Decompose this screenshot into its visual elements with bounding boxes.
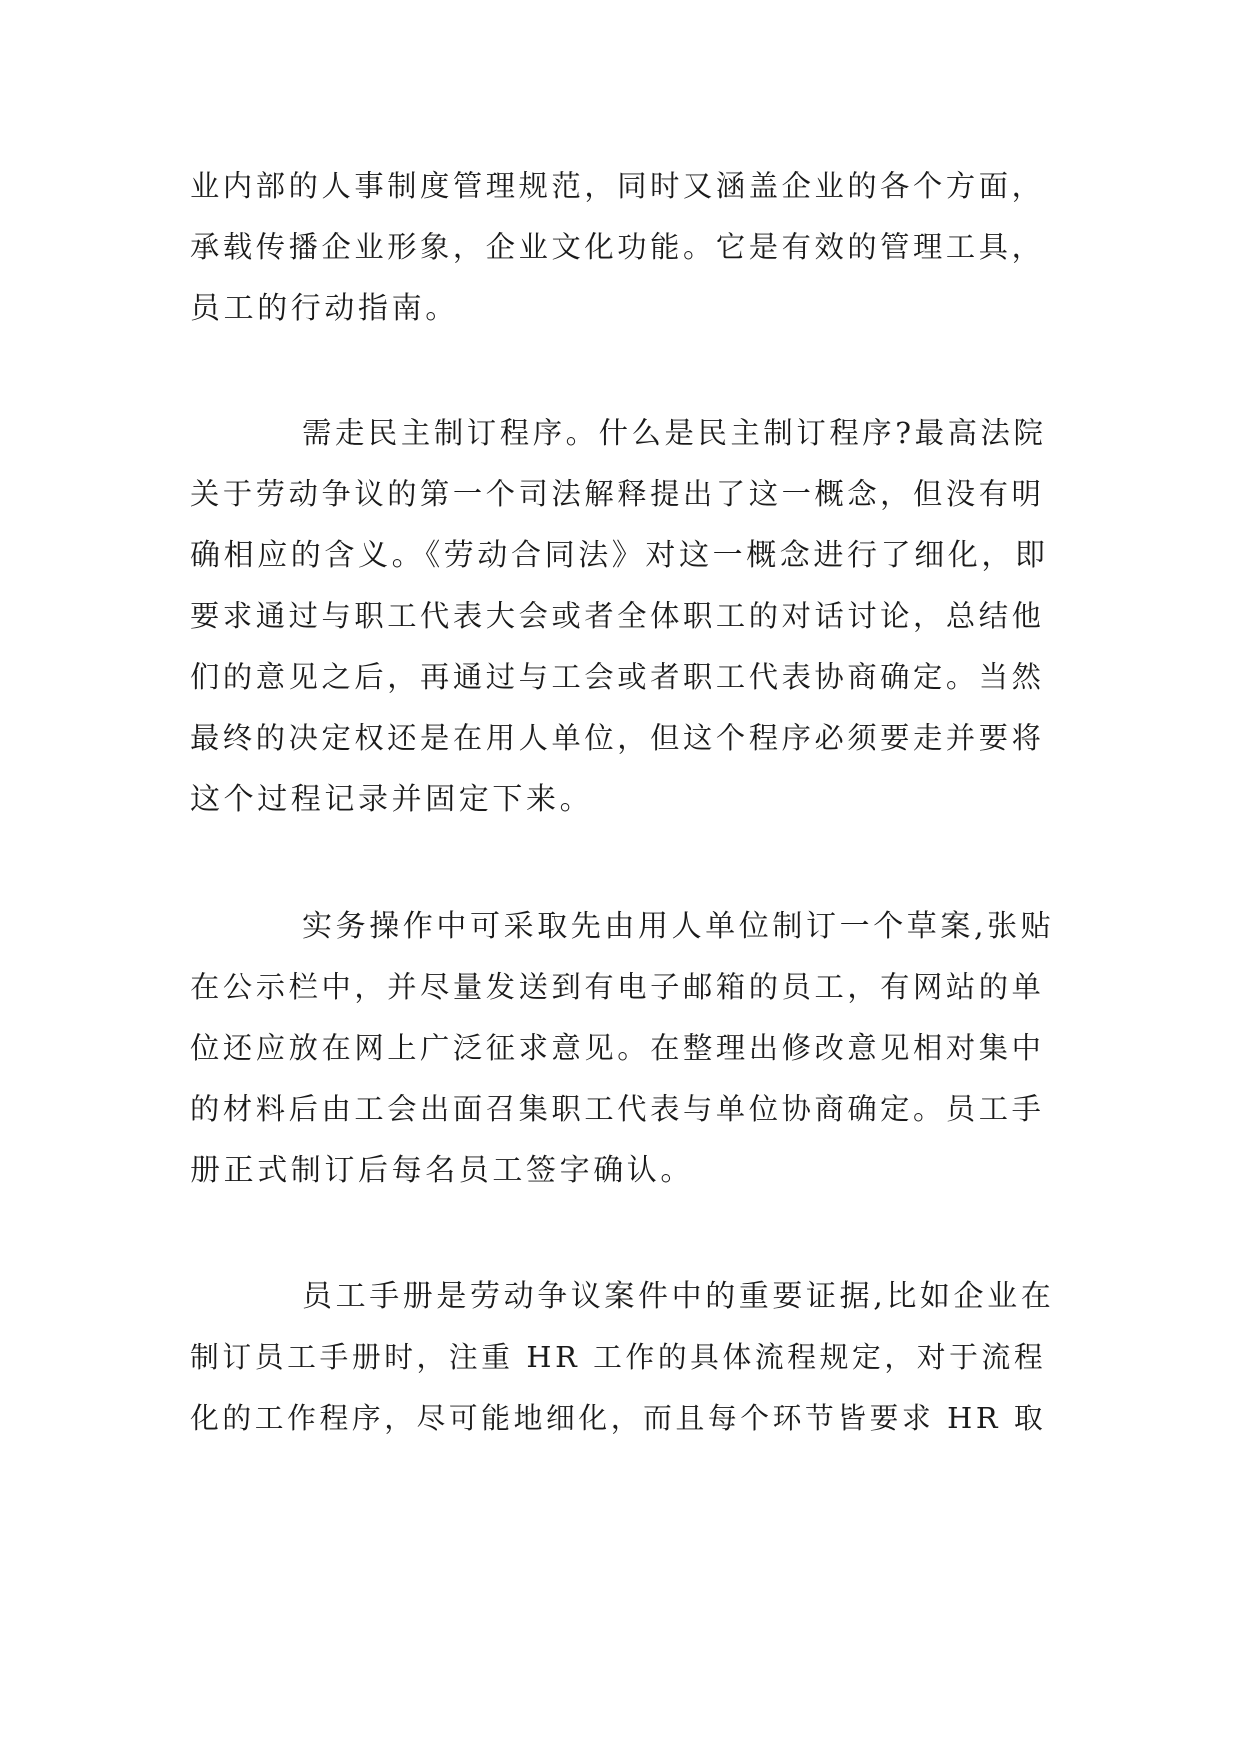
paragraph-line: 实务操作中可采取先由用人单位制订一个草案,张贴 (302, 909, 1055, 944)
paragraph-line: 们的意见之后，再通过与工会或者职工代表协商确定。当然 (190, 660, 1045, 694)
paragraph-line: 在公示栏中，并尽量发送到有电子邮箱的员工，有网站的单 (190, 970, 1045, 1004)
paragraph-3 (190, 896, 1060, 1201)
paragraph-line: 最终的决定权还是在用人单位，但这个程序必须要走并要将 (190, 721, 1045, 755)
paragraph-line: 承载传播企业形象，企业文化功能。它是有效的管理工具， (190, 230, 1045, 264)
paragraph-1 (190, 156, 1060, 339)
paragraph-line: 关于劳动争议的第一个司法解释提出了这一概念，但没有明 (190, 477, 1045, 511)
paragraph-line: 确相应的含义。《劳动合同法》对这一概念进行了细化，即 (190, 538, 1049, 573)
paragraph-line: 业内部的人事制度管理规范，同时又涵盖企业的各个方面， (190, 169, 1045, 203)
paragraph-line: 要求通过与职工代表大会或者全体职工的对话讨论，总结他 (190, 599, 1045, 633)
paragraph-line: 这个过程记录并固定下来。 (190, 782, 594, 817)
paragraph-line: 员工手册是劳动争议案件中的重要证据,比如企业在 (302, 1279, 1055, 1314)
paragraph-line: 位还应放在网上广泛征求意见。在整理出修改意见相对集中 (190, 1031, 1045, 1065)
paragraph-line: 需走民主制订程序。什么是民主制订程序?最高法院 (302, 416, 1047, 450)
paragraph-4 (190, 1266, 1060, 1449)
paragraph-line: 的材料后由工会出面召集职工代表与单位协商确定。员工手 (190, 1092, 1045, 1126)
paragraph-line: 册正式制订后每名员工签字确认。 (190, 1153, 694, 1188)
paragraph-line: 化的工作程序，尽可能地细化，而且每个环节皆要求 HR 取 (190, 1401, 1047, 1435)
paragraph-line: 制订员工手册时，注重 HR 工作的具体流程规定，对于流程 (190, 1340, 1047, 1374)
paragraph-2 (190, 403, 1060, 830)
paragraph-line: 员工的行动指南。 (190, 291, 459, 326)
